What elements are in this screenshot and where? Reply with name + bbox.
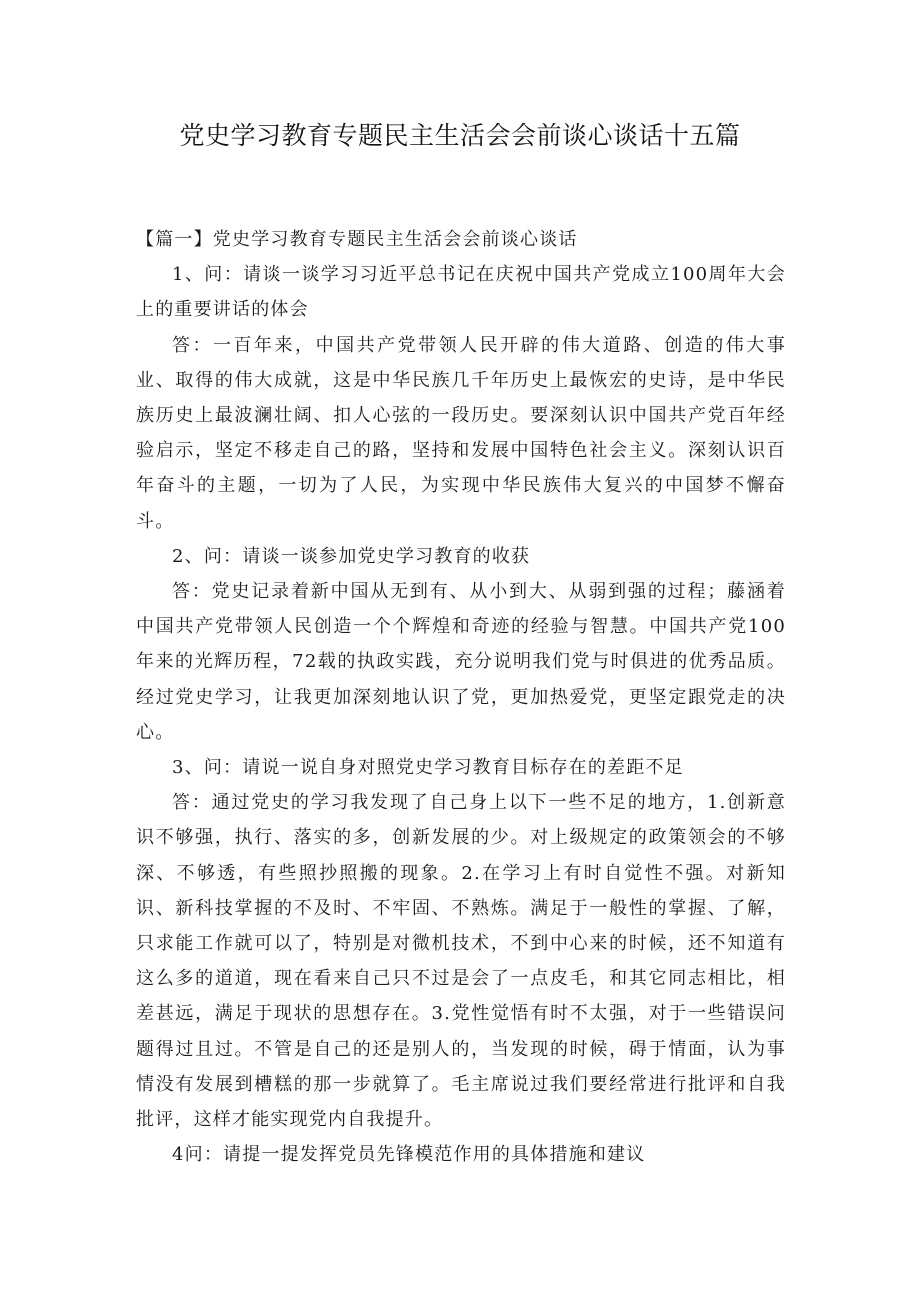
question-2: 2、问：请谈一谈参加党史学习教育的收获 <box>172 545 531 567</box>
answer-1: 答：一百年来，中国共产党带领人民开辟的伟大道路、创造的伟大事业、取得的伟大成就，这是中华民族几千年历史上最恢宏的史诗，是中华民族历史上最波澜壮阔、扣人心弦的一段历史。要深刻认识中国共产党百年经验启示，坚定不移走自己的路，坚持和发展中国特色社会主义。深刻认识百年奋斗的主题，一切为了人民，为实现中华民族伟大复兴的中国梦不懈奋斗。 <box>136 334 786 532</box>
section-heading: 【篇一】党史学习教育专题民主生活会会前谈心谈话 <box>136 229 578 250</box>
document-title: 党史学习教育专题民主生活会会前谈心谈话十五篇 <box>179 121 741 150</box>
question-4: 4问：请提一提发挥党员先锋模范作用的具体措施和建议 <box>172 1144 646 1166</box>
answer-2: 答：党史记录着新中国从无到有、从小到大、从弱到强的过程；藤涵着中国共产党带领人民创造一个个辉煌和奇迹的经验与智慧。中国共产党100年来的光辉历程，72载的执政实践，充分说明我们党与时俱进的优秀品质。经过党史学习，让我更加深刻地认识了党，更加热爱党，更坚定跟党走的决心。 <box>136 581 786 743</box>
document-body <box>136 222 786 1172</box>
question-1: 1、问：请谈一谈学习习近平总书记在庆祝中国共产党成立100周年大会上的重要讲话的体会 <box>136 264 786 321</box>
question-3: 3、问：请说一说自身对照党史学习教育目标存在的差距不足 <box>172 757 684 779</box>
answer-3: 答：通过党史的学习我发现了自己身上以下一些不足的地方，1.创新意识不够强，执行、落实的多，创新发展的少。对上级规定的政策领会的不够深、不够透，有些照抄照搬的现象。2.在学习上有时自觉性不强。对新知识、新科技掌握的不及时、不牢固、不熟炼。满足于一般性的掌握、了解，只求能工作就可以了，特别是对微机技术，不到中心来的时候，还不知道有这么多的道道，现在看来自己只不过是会了一点皮毛，和其它同志相比，相差甚远，满足于现状的思想存在。3.党性觉悟有时不太强，对于一些错误问题得过且过。不管是自己的还是别人的，当发现的时候，碍于情面，认为事情没有发展到槽糕的那一步就算了。毛主席说过我们要经常进行批评和自我批评，这样才能实现党内自我提升。 <box>136 792 786 1131</box>
